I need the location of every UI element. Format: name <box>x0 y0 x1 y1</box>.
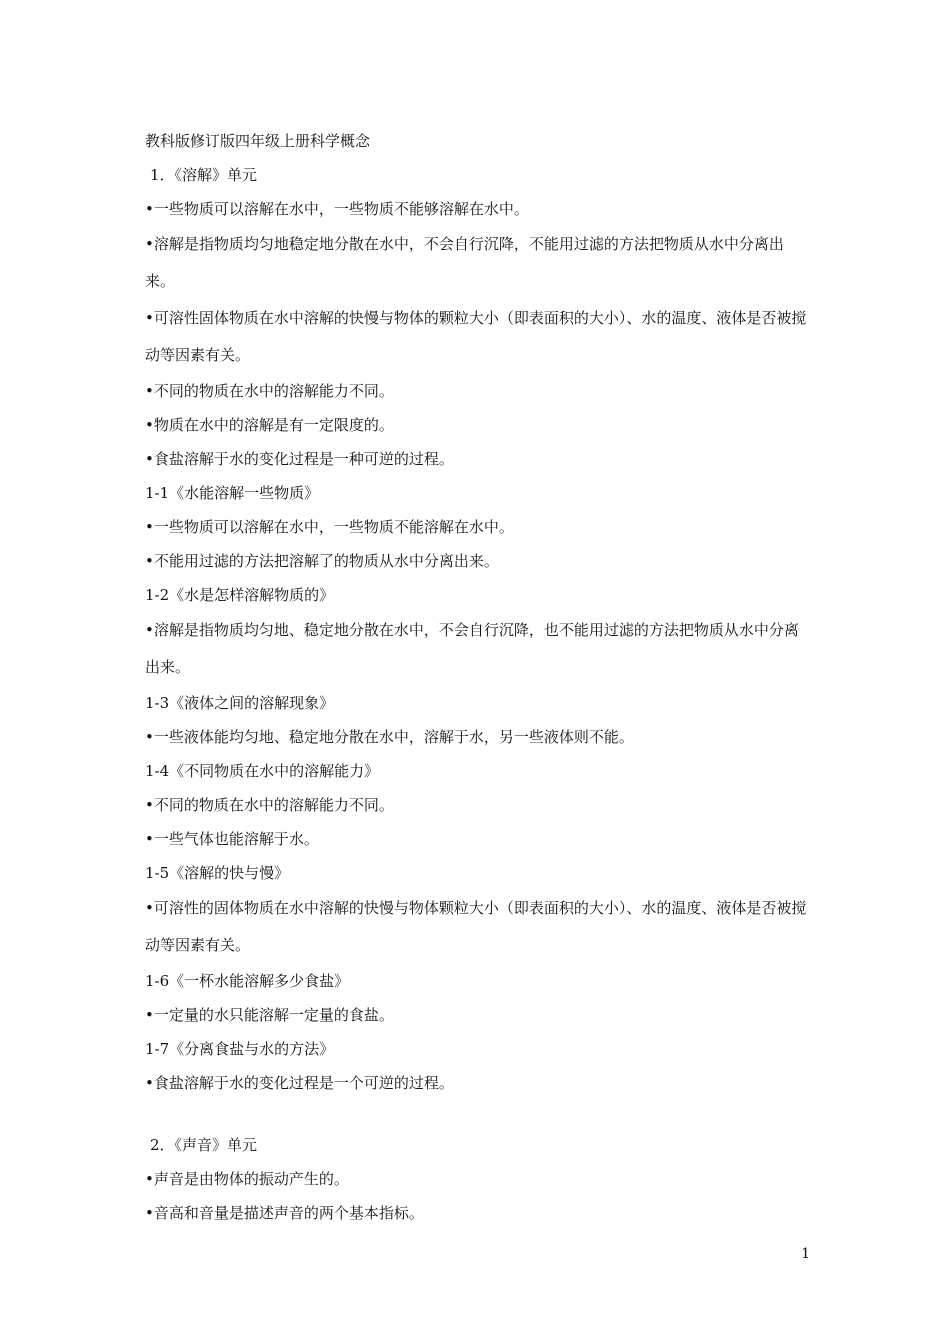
lesson-heading: 1-3《液体之间的溶解现象》 <box>145 694 335 712</box>
concept-line: •不能用过滤的方法把溶解了的物质从水中分离出来。 <box>145 552 499 570</box>
concept-line: •一定量的水只能溶解一定量的食盐。 <box>145 1006 394 1024</box>
concept-line: •不同的物质在水中的溶解能力不同。 <box>145 382 394 400</box>
section-spacer <box>145 1100 810 1128</box>
lesson-heading: 1-2《水是怎样溶解物质的》 <box>145 586 335 604</box>
concept-line: •可溶性固体物质在水中溶解的快慢与物体的颗粒大小（即表面积的大小）、水的温度、液体是否被搅动等因素有关。 <box>145 309 807 364</box>
concept-line: •一些液体能均匀地、稳定地分散在水中，溶解于水，另一些液体则不能。 <box>145 728 634 746</box>
concept-line: •食盐溶解于水的变化过程是一个可逆的过程。 <box>145 1074 454 1092</box>
concept-line: •一些气体也能溶解于水。 <box>145 830 319 848</box>
concept-line: •可溶性的固体物质在水中溶解的快慢与物体颗粒大小（即表面积的大小）、水的温度、液体是否被搅动等因素有关。 <box>145 899 807 954</box>
concept-line: •音高和音量是描述声音的两个基本指标。 <box>145 1204 424 1222</box>
concept-line: •物质在水中的溶解是有一定限度的。 <box>145 416 394 434</box>
concept-line: •一些物质可以溶解在水中，一些物质不能够溶解在水中。 <box>145 200 529 218</box>
concept-line: •不同的物质在水中的溶解能力不同。 <box>145 796 394 814</box>
page-number: 1 <box>801 1246 810 1262</box>
document-title: 教科版修订版四年级上册科学概念 <box>145 132 371 150</box>
concept-line: •食盐溶解于水的变化过程是一种可逆的过程。 <box>145 450 454 468</box>
lesson-heading: 1-1《水能溶解一些物质》 <box>145 484 320 502</box>
unit-heading-sound: 2．《声音》单元 <box>150 1136 258 1154</box>
lesson-heading: 1-7《分离食盐与水的方法》 <box>145 1040 335 1058</box>
unit-heading-dissolving: 1．《溶解》单元 <box>150 166 258 184</box>
lesson-heading: 1-4《不同物质在水中的溶解能力》 <box>145 762 380 780</box>
lesson-heading: 1-6《一杯水能溶解多少食盐》 <box>145 972 350 990</box>
concept-line: •溶解是指物质均匀地稳定地分散在水中，不会自行沉降，不能用过滤的方法把物质从水中分离出来。 <box>145 235 784 290</box>
concept-line: •溶解是指物质均匀地、稳定地分散在水中，不会自行沉降，也不能用过滤的方法把物质从水中分离出来。 <box>145 621 799 676</box>
concept-line: •声音是由物体的振动产生的。 <box>145 1170 349 1188</box>
concept-line: •一些物质可以溶解在水中，一些物质不能溶解在水中。 <box>145 518 514 536</box>
lesson-heading: 1-5《溶解的快与慢》 <box>145 864 290 882</box>
document-body <box>145 124 810 1230</box>
